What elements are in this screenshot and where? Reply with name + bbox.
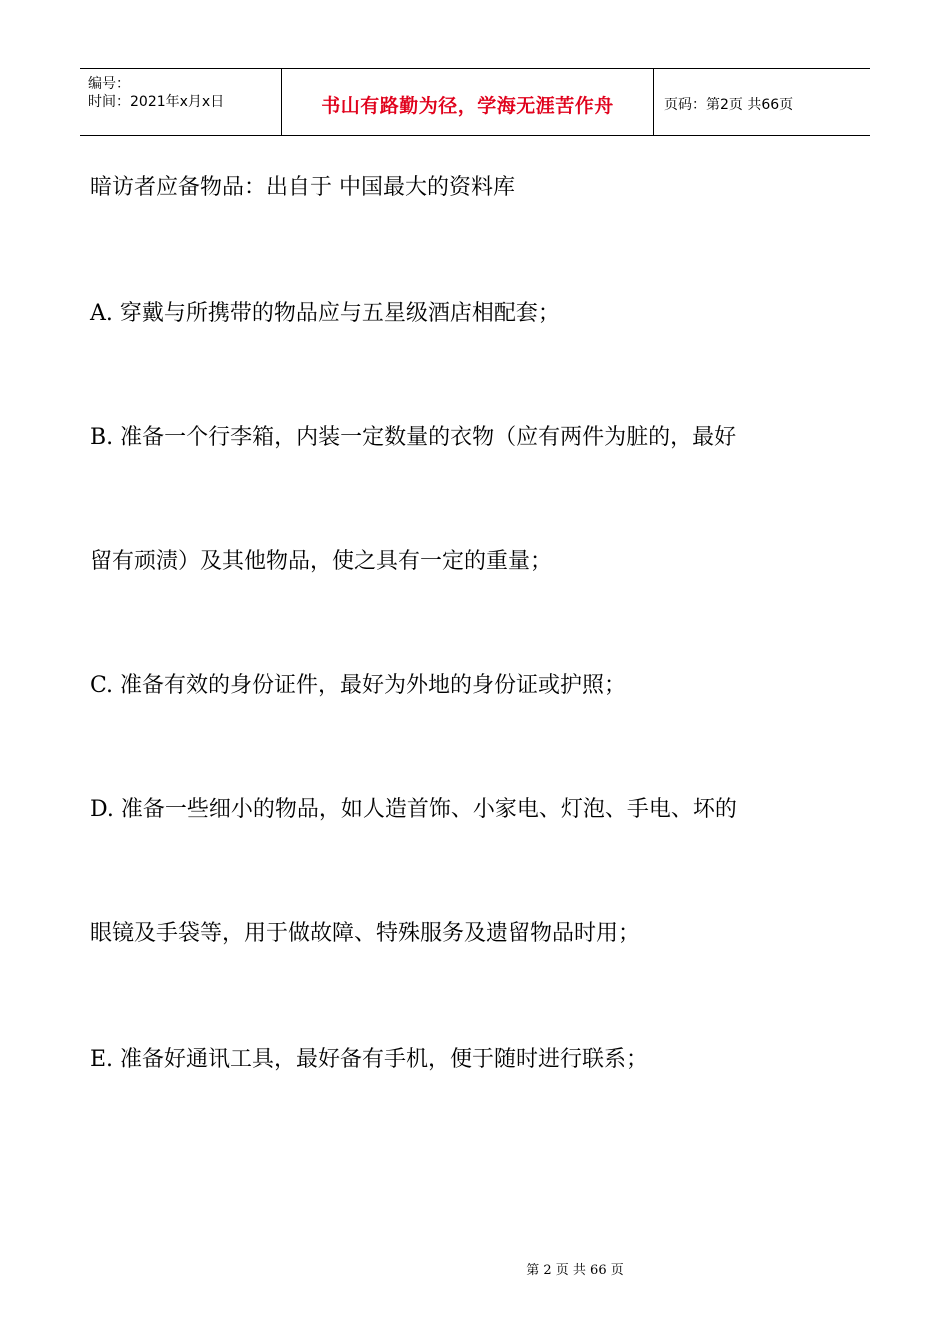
header-meta-cell xyxy=(80,69,282,135)
header-time-label: 时间：2021年x月x日 xyxy=(88,94,225,110)
paragraph-line: C. 准备有效的身份证件，最好为外地的身份证或护照； xyxy=(90,673,627,698)
paragraph-line: E. 准备好通讯工具，最好备有手机，便于随时进行联系； xyxy=(90,1047,649,1072)
header-page-cell xyxy=(654,69,870,135)
paragraph-line: D. 准备一些细小的物品，如人造首饰、小家电、灯泡、手电、坏的 xyxy=(90,797,737,822)
header-page-label: 页码：第2页 共66页 xyxy=(664,97,794,113)
header-number-label: 编号： xyxy=(88,76,130,92)
paragraph-line: B. 准备一个行李箱，内装一定数量的衣物（应有两件为脏的，最好 xyxy=(90,425,737,450)
footer-page-number: 第 2 页 共 66 页 xyxy=(526,1263,624,1278)
header-motto: 书山有路勤为径，学海无涯苦作舟 xyxy=(321,95,614,117)
paragraph-line: A. 穿戴与所携带的物品应与五星级酒店相配套； xyxy=(90,301,560,326)
document-title: 暗访者应备物品：出自于 中国最大的资料库 xyxy=(90,175,515,200)
paragraph-line: 留有顽渍）及其他物品，使之具有一定的重量； xyxy=(90,549,553,574)
page-footer xyxy=(0,1259,950,1278)
paragraph-line: 眼镜及手袋等，用于做故障、特殊服务及遗留物品时用； xyxy=(90,921,641,946)
header-motto-cell xyxy=(282,69,654,135)
page-header xyxy=(80,68,870,136)
